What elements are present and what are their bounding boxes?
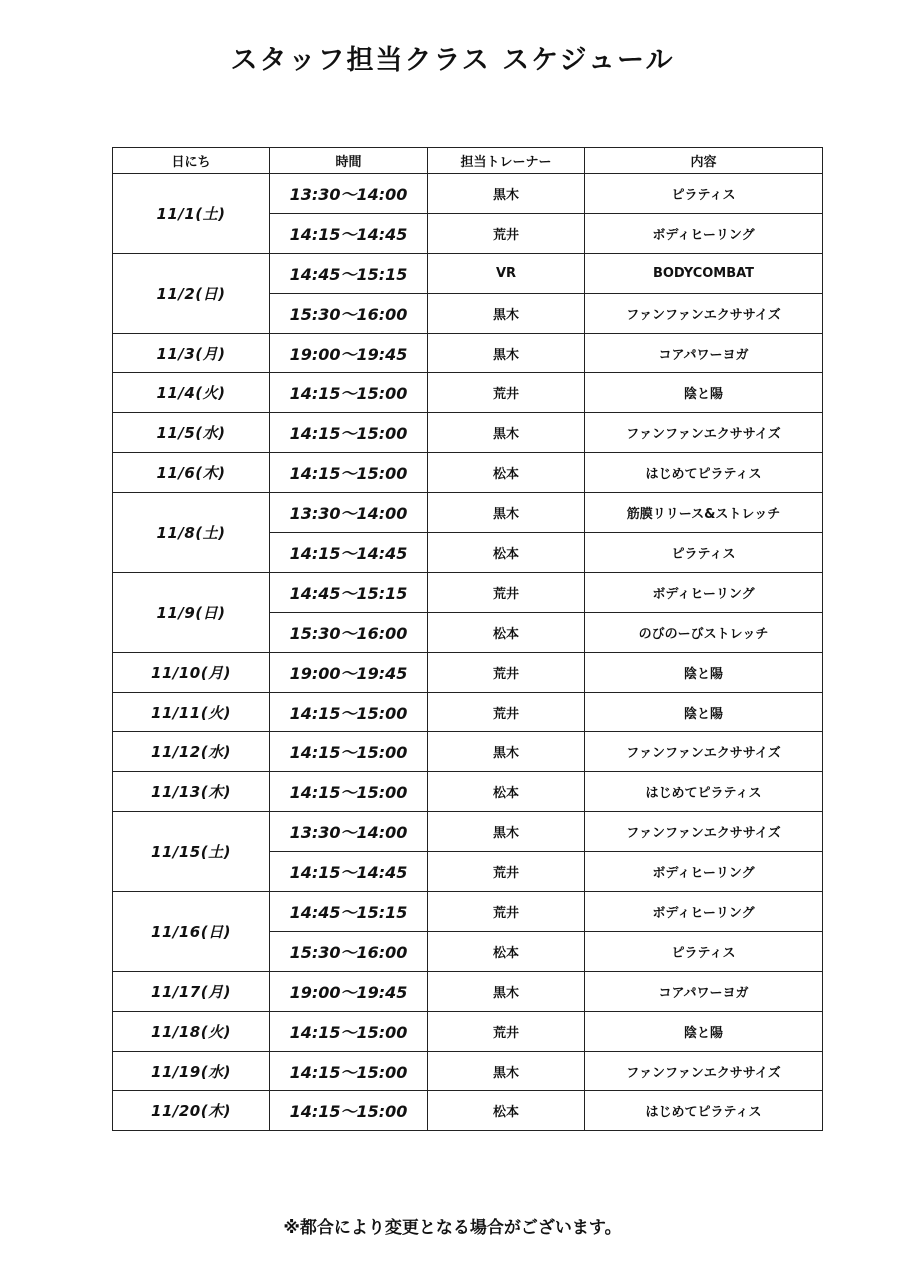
content-cell: 陰と陽	[585, 1011, 823, 1051]
table-row	[113, 174, 823, 214]
date-cell: 11/10(月)	[113, 652, 270, 692]
time-cell: 14:45〜15:15	[270, 253, 428, 293]
trainer-cell: 黒木	[428, 174, 585, 214]
header-content: 内容	[585, 148, 823, 174]
table-row	[113, 812, 823, 852]
page-title: スタッフ担当クラス スケジュール	[230, 45, 675, 76]
date-cell: 11/6(木)	[113, 453, 270, 493]
content-cell: ファンファンエクササイズ	[585, 413, 823, 453]
content-cell: 陰と陽	[585, 373, 823, 413]
time-cell: 14:15〜14:45	[270, 852, 428, 892]
content-cell: のびのーびストレッチ	[585, 612, 823, 652]
content-cell: ボディヒーリング	[585, 213, 823, 253]
time-cell: 19:00〜19:45	[270, 971, 428, 1011]
time-cell: 14:15〜14:45	[270, 533, 428, 573]
time-cell: 14:15〜15:00	[270, 453, 428, 493]
time-cell: 13:30〜14:00	[270, 174, 428, 214]
trainer-cell: 荒井	[428, 1011, 585, 1051]
trainer-cell: 松本	[428, 1091, 585, 1131]
table-row	[113, 333, 823, 373]
content-cell: ファンファンエクササイズ	[585, 732, 823, 772]
trainer-cell: 荒井	[428, 373, 585, 413]
date-cell: 11/9(日)	[113, 572, 270, 652]
date-cell: 11/1(土)	[113, 174, 270, 254]
schedule-body	[113, 174, 823, 1131]
time-cell: 19:00〜19:45	[270, 333, 428, 373]
table-row	[113, 772, 823, 812]
trainer-cell: 黒木	[428, 732, 585, 772]
schedule-table	[112, 147, 823, 1131]
header-trainer: 担当トレーナー	[428, 148, 585, 174]
trainer-cell: 松本	[428, 533, 585, 573]
date-cell: 11/12(水)	[113, 732, 270, 772]
trainer-cell: 黒木	[428, 971, 585, 1011]
trainer-cell: 黒木	[428, 293, 585, 333]
date-cell: 11/13(木)	[113, 772, 270, 812]
date-cell: 11/5(水)	[113, 413, 270, 453]
content-cell: ボディヒーリング	[585, 892, 823, 932]
time-cell: 14:15〜14:45	[270, 213, 428, 253]
content-cell: ピラティス	[585, 533, 823, 573]
date-cell: 11/15(土)	[113, 812, 270, 892]
trainer-cell: 松本	[428, 612, 585, 652]
header-time: 時間	[270, 148, 428, 174]
time-cell: 14:15〜15:00	[270, 1011, 428, 1051]
date-cell: 11/11(火)	[113, 692, 270, 732]
time-cell: 14:15〜15:00	[270, 692, 428, 732]
table-row	[113, 692, 823, 732]
content-cell: ボディヒーリング	[585, 852, 823, 892]
date-cell: 11/17(月)	[113, 971, 270, 1011]
table-row	[113, 413, 823, 453]
table-header-row	[113, 148, 823, 174]
trainer-cell: 荒井	[428, 572, 585, 612]
content-cell: ボディヒーリング	[585, 572, 823, 612]
trainer-cell: 荒井	[428, 692, 585, 732]
content-cell: 陰と陽	[585, 652, 823, 692]
table-row	[113, 1051, 823, 1091]
date-cell: 11/18(火)	[113, 1011, 270, 1051]
time-cell: 13:30〜14:00	[270, 812, 428, 852]
trainer-cell: 荒井	[428, 213, 585, 253]
date-cell: 11/2(日)	[113, 253, 270, 333]
content-cell: はじめてピラティス	[585, 772, 823, 812]
trainer-cell: 荒井	[428, 892, 585, 932]
table-row	[113, 253, 823, 293]
footnote: ※都合により変更となる場合がございます。	[283, 1218, 622, 1238]
time-cell: 15:30〜16:00	[270, 612, 428, 652]
time-cell: 14:15〜15:00	[270, 772, 428, 812]
content-cell: ファンファンエクササイズ	[585, 1051, 823, 1091]
time-cell: 14:15〜15:00	[270, 373, 428, 413]
date-cell: 11/19(水)	[113, 1051, 270, 1091]
content-cell: BODYCOMBAT	[585, 253, 823, 293]
content-cell: はじめてピラティス	[585, 1091, 823, 1131]
table-row	[113, 493, 823, 533]
trainer-cell: 松本	[428, 453, 585, 493]
table-row	[113, 572, 823, 612]
time-cell: 14:45〜15:15	[270, 572, 428, 612]
content-cell: コアパワーヨガ	[585, 333, 823, 373]
time-cell: 14:15〜15:00	[270, 413, 428, 453]
content-cell: ファンファンエクササイズ	[585, 812, 823, 852]
content-cell: ファンファンエクササイズ	[585, 293, 823, 333]
time-cell: 15:30〜16:00	[270, 293, 428, 333]
trainer-cell: 黒木	[428, 413, 585, 453]
time-cell: 14:15〜15:00	[270, 732, 428, 772]
trainer-cell: 荒井	[428, 652, 585, 692]
date-cell: 11/16(日)	[113, 892, 270, 972]
table-row	[113, 732, 823, 772]
date-cell: 11/8(土)	[113, 493, 270, 573]
content-cell: はじめてピラティス	[585, 453, 823, 493]
date-cell: 11/20(木)	[113, 1091, 270, 1131]
time-cell: 14:45〜15:15	[270, 892, 428, 932]
time-cell: 19:00〜19:45	[270, 652, 428, 692]
content-cell: ピラティス	[585, 174, 823, 214]
trainer-cell: 黒木	[428, 493, 585, 533]
trainer-cell: VR	[428, 253, 585, 293]
date-cell: 11/3(月)	[113, 333, 270, 373]
table-row	[113, 1091, 823, 1131]
content-cell: 筋膜リリース&ストレッチ	[585, 493, 823, 533]
trainer-cell: 松本	[428, 772, 585, 812]
table-row	[113, 453, 823, 493]
trainer-cell: 黒木	[428, 812, 585, 852]
content-cell: 陰と陽	[585, 692, 823, 732]
time-cell: 14:15〜15:00	[270, 1091, 428, 1131]
table-row	[113, 373, 823, 413]
content-cell: ピラティス	[585, 931, 823, 971]
time-cell: 15:30〜16:00	[270, 931, 428, 971]
trainer-cell: 荒井	[428, 852, 585, 892]
header-date: 日にち	[113, 148, 270, 174]
table-row	[113, 1011, 823, 1051]
table-row	[113, 971, 823, 1011]
trainer-cell: 松本	[428, 931, 585, 971]
content-cell: コアパワーヨガ	[585, 971, 823, 1011]
time-cell: 14:15〜15:00	[270, 1051, 428, 1091]
time-cell: 13:30〜14:00	[270, 493, 428, 533]
trainer-cell: 黒木	[428, 333, 585, 373]
date-cell: 11/4(火)	[113, 373, 270, 413]
table-row	[113, 652, 823, 692]
table-row	[113, 892, 823, 932]
trainer-cell: 黒木	[428, 1051, 585, 1091]
